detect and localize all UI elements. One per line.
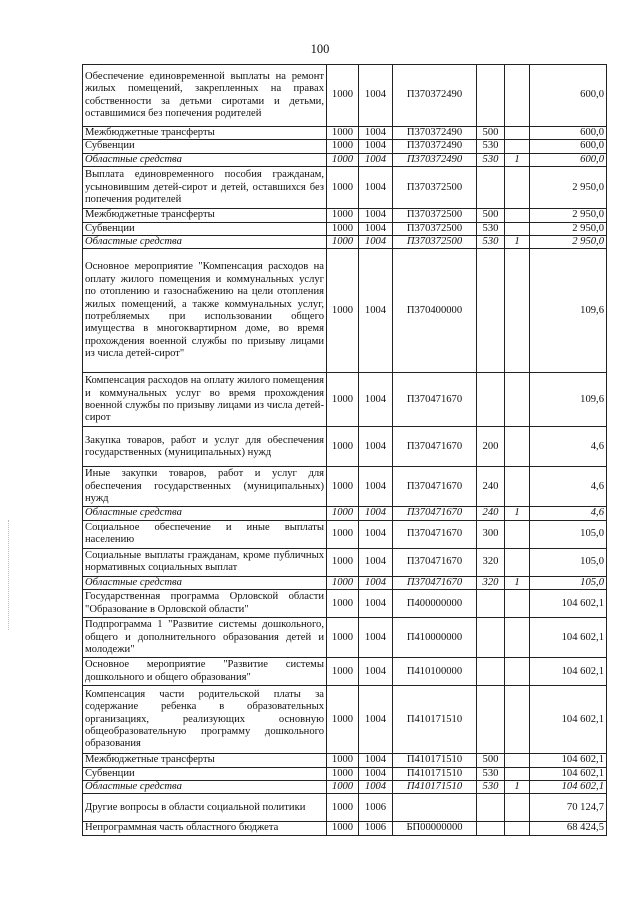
cell-expense-type (477, 618, 505, 658)
table-row (83, 209, 607, 222)
table-row (83, 658, 607, 686)
cell-expense-type: 530 (477, 222, 505, 235)
cell-name: Межбюджетные трансферты (83, 209, 327, 222)
cell-name: Социальное обеспечение и иные выплаты населению (83, 520, 327, 548)
cell-subsection: 1004 (359, 427, 393, 467)
cell-target-article: П370471670 (393, 467, 477, 507)
cell-expense-type: 500 (477, 127, 505, 140)
cell-expense-type: 500 (477, 754, 505, 767)
cell-name: Социальные выплаты гражданам, кроме публичных нормативных социальных выплат (83, 548, 327, 576)
cell-expense-type (477, 686, 505, 754)
cell-subsection: 1004 (359, 686, 393, 754)
cell-name: Компенсация расходов на оплату жилого помещения и коммунальных услуг во время прохождения военной службы по призыву лицами из числа детей-сирот (83, 373, 327, 427)
cell-name: Основное мероприятие "Развитие системы дошкольного и общего образования" (83, 658, 327, 686)
cell-target-article: П370471670 (393, 427, 477, 467)
table-row (83, 754, 607, 767)
cell-subsection: 1004 (359, 153, 393, 166)
cell-subsection: 1004 (359, 520, 393, 548)
cell-source (505, 618, 530, 658)
cell-amount: 104 602,1 (530, 686, 607, 754)
cell-expense-type: 200 (477, 427, 505, 467)
cell-source (505, 167, 530, 209)
margin-mark (8, 520, 11, 630)
cell-amount: 4,6 (530, 467, 607, 507)
table-row (83, 507, 607, 520)
table-row (83, 590, 607, 618)
cell-target-article: П410100000 (393, 658, 477, 686)
cell-section: 1000 (327, 507, 359, 520)
cell-target-article: БП00000000 (393, 822, 477, 835)
cell-target-article: П370400000 (393, 249, 477, 373)
table-row (83, 467, 607, 507)
cell-amount: 4,6 (530, 427, 607, 467)
cell-expense-type (477, 65, 505, 127)
cell-name: Областные средства (83, 236, 327, 249)
cell-source (505, 427, 530, 467)
cell-section: 1000 (327, 167, 359, 209)
cell-amount: 600,0 (530, 65, 607, 127)
table-row (83, 236, 607, 249)
table-row (83, 373, 607, 427)
cell-target-article: П400000000 (393, 590, 477, 618)
cell-expense-type (477, 658, 505, 686)
cell-amount: 600,0 (530, 127, 607, 140)
cell-section: 1000 (327, 467, 359, 507)
cell-source: 1 (505, 576, 530, 589)
cell-target-article: П370471670 (393, 576, 477, 589)
cell-section: 1000 (327, 548, 359, 576)
cell-section: 1000 (327, 686, 359, 754)
cell-name: Подпрограмма 1 "Развитие системы дошкольного, общего и дополнительного образования детей и молодежи" (83, 618, 327, 658)
cell-amount: 2 950,0 (530, 167, 607, 209)
table-row (83, 794, 607, 822)
cell-section: 1000 (327, 576, 359, 589)
cell-source: 1 (505, 153, 530, 166)
cell-source (505, 467, 530, 507)
cell-target-article (393, 794, 477, 822)
table-row (83, 822, 607, 835)
cell-expense-type: 530 (477, 767, 505, 780)
cell-name: Областные средства (83, 576, 327, 589)
table-row (83, 548, 607, 576)
cell-section: 1000 (327, 209, 359, 222)
cell-expense-type: 240 (477, 507, 505, 520)
cell-target-article: П370471670 (393, 507, 477, 520)
cell-section: 1000 (327, 127, 359, 140)
cell-source (505, 249, 530, 373)
cell-name: Областные средства (83, 507, 327, 520)
cell-subsection: 1004 (359, 618, 393, 658)
cell-subsection: 1004 (359, 548, 393, 576)
table-row (83, 65, 607, 127)
cell-expense-type: 530 (477, 140, 505, 153)
cell-section: 1000 (327, 781, 359, 794)
cell-section: 1000 (327, 236, 359, 249)
table-row (83, 167, 607, 209)
cell-source (505, 520, 530, 548)
cell-target-article: П410000000 (393, 618, 477, 658)
cell-subsection: 1006 (359, 794, 393, 822)
cell-target-article: П370372500 (393, 236, 477, 249)
cell-name: Межбюджетные трансферты (83, 127, 327, 140)
cell-target-article: П410171510 (393, 754, 477, 767)
table-row (83, 222, 607, 235)
cell-name: Основное мероприятие "Компенсация расходов на оплату жилого помещения и коммунальных услуг по отоплению и газоснабжению на цели отопления жилых помещений, а также коммунальных услуг, потребляемых при использовании общего имущества в многоквартирном доме, во время прохождения военной службы по призыву лицами из числа детей-сирот" (83, 249, 327, 373)
cell-target-article: П370372500 (393, 222, 477, 235)
cell-section: 1000 (327, 822, 359, 835)
cell-amount: 104 602,1 (530, 590, 607, 618)
cell-section: 1000 (327, 249, 359, 373)
page-number: 100 (310, 42, 330, 56)
cell-amount: 109,6 (530, 373, 607, 427)
table-row (83, 781, 607, 794)
cell-amount: 600,0 (530, 153, 607, 166)
cell-subsection: 1004 (359, 209, 393, 222)
cell-subsection: 1004 (359, 167, 393, 209)
cell-subsection: 1004 (359, 590, 393, 618)
cell-source (505, 590, 530, 618)
cell-expense-type (477, 167, 505, 209)
table-row (83, 153, 607, 166)
cell-source (505, 209, 530, 222)
cell-subsection: 1004 (359, 467, 393, 507)
cell-target-article: П370471670 (393, 548, 477, 576)
cell-source (505, 222, 530, 235)
cell-name: Государственная программа Орловской области "Образование в Орловской области" (83, 590, 327, 618)
cell-section: 1000 (327, 658, 359, 686)
cell-target-article: П370372490 (393, 127, 477, 140)
budget-table (82, 64, 607, 836)
table-row (83, 520, 607, 548)
cell-target-article: П370372490 (393, 140, 477, 153)
cell-name: Непрограммная часть областного бюджета (83, 822, 327, 835)
cell-section: 1000 (327, 590, 359, 618)
cell-name: Областные средства (83, 153, 327, 166)
cell-subsection: 1004 (359, 140, 393, 153)
cell-source (505, 686, 530, 754)
cell-expense-type: 530 (477, 153, 505, 166)
cell-name: Субвенции (83, 222, 327, 235)
cell-name: Компенсация части родительской платы за содержание ребенка в образовательных организациях, реализующих основную общеобразовательную программу дошкольного образования (83, 686, 327, 754)
cell-target-article: П370372490 (393, 153, 477, 166)
cell-target-article: П410171510 (393, 781, 477, 794)
cell-amount: 104 602,1 (530, 754, 607, 767)
table-row (83, 618, 607, 658)
cell-target-article: П370471670 (393, 373, 477, 427)
cell-expense-type: 500 (477, 209, 505, 222)
cell-amount: 2 950,0 (530, 209, 607, 222)
table-body (83, 65, 607, 836)
cell-amount: 104 602,1 (530, 618, 607, 658)
cell-name: Обеспечение единовременной выплаты на ремонт жилых помещений, закрепленных на правах собственности за детьми сиротами и детьми, оставшимися без попечения родителей (83, 65, 327, 127)
table-row (83, 127, 607, 140)
cell-source (505, 822, 530, 835)
cell-subsection: 1004 (359, 754, 393, 767)
cell-section: 1000 (327, 767, 359, 780)
cell-subsection: 1006 (359, 822, 393, 835)
cell-subsection: 1004 (359, 222, 393, 235)
cell-target-article: П370372500 (393, 209, 477, 222)
cell-source: 1 (505, 507, 530, 520)
table-row (83, 576, 607, 589)
cell-name: Закупка товаров, работ и услуг для обеспечения государственных (муниципальных) нужд (83, 427, 327, 467)
table-row (83, 767, 607, 780)
cell-section: 1000 (327, 618, 359, 658)
cell-subsection: 1004 (359, 249, 393, 373)
table-row (83, 427, 607, 467)
cell-amount: 104 602,1 (530, 658, 607, 686)
cell-section: 1000 (327, 427, 359, 467)
cell-amount: 104 602,1 (530, 781, 607, 794)
cell-subsection: 1004 (359, 767, 393, 780)
cell-expense-type: 320 (477, 576, 505, 589)
cell-section: 1000 (327, 153, 359, 166)
cell-section: 1000 (327, 520, 359, 548)
cell-section: 1000 (327, 222, 359, 235)
cell-source (505, 754, 530, 767)
cell-source (505, 658, 530, 686)
cell-target-article: П370471670 (393, 520, 477, 548)
cell-amount: 105,0 (530, 520, 607, 548)
cell-target-article: П410171510 (393, 767, 477, 780)
cell-target-article: П370372490 (393, 65, 477, 127)
cell-amount: 2 950,0 (530, 236, 607, 249)
cell-amount: 109,6 (530, 249, 607, 373)
cell-section: 1000 (327, 65, 359, 127)
cell-amount: 105,0 (530, 576, 607, 589)
cell-source (505, 65, 530, 127)
cell-amount: 4,6 (530, 507, 607, 520)
cell-subsection: 1004 (359, 65, 393, 127)
cell-subsection: 1004 (359, 236, 393, 249)
cell-name: Иные закупки товаров, работ и услуг для обеспечения государственных (муниципальных) нужд (83, 467, 327, 507)
cell-amount: 105,0 (530, 548, 607, 576)
cell-amount: 2 950,0 (530, 222, 607, 235)
cell-subsection: 1004 (359, 373, 393, 427)
cell-expense-type: 240 (477, 467, 505, 507)
cell-expense-type (477, 822, 505, 835)
cell-target-article: П370372500 (393, 167, 477, 209)
cell-section: 1000 (327, 140, 359, 153)
cell-expense-type (477, 794, 505, 822)
cell-subsection: 1004 (359, 127, 393, 140)
cell-name: Другие вопросы в области социальной политики (83, 794, 327, 822)
table-row (83, 140, 607, 153)
cell-source (505, 767, 530, 780)
cell-subsection: 1004 (359, 576, 393, 589)
table-row (83, 686, 607, 754)
cell-source (505, 140, 530, 153)
cell-expense-type: 300 (477, 520, 505, 548)
cell-amount: 600,0 (530, 140, 607, 153)
cell-expense-type (477, 249, 505, 373)
cell-expense-type: 320 (477, 548, 505, 576)
cell-source (505, 373, 530, 427)
cell-name: Выплата единовременного пособия гражданам, усыновившим детей-сирот и детей, оставшихся без попечения родителей (83, 167, 327, 209)
cell-amount: 104 602,1 (530, 767, 607, 780)
cell-subsection: 1004 (359, 781, 393, 794)
cell-subsection: 1004 (359, 658, 393, 686)
cell-source (505, 548, 530, 576)
cell-source (505, 127, 530, 140)
cell-amount: 70 124,7 (530, 794, 607, 822)
cell-section: 1000 (327, 373, 359, 427)
cell-expense-type (477, 590, 505, 618)
cell-name: Субвенции (83, 140, 327, 153)
table-row (83, 249, 607, 373)
cell-source (505, 794, 530, 822)
cell-expense-type: 530 (477, 236, 505, 249)
cell-source: 1 (505, 236, 530, 249)
cell-source: 1 (505, 781, 530, 794)
cell-name: Областные средства (83, 781, 327, 794)
cell-target-article: П410171510 (393, 686, 477, 754)
cell-name: Субвенции (83, 767, 327, 780)
cell-subsection: 1004 (359, 507, 393, 520)
cell-section: 1000 (327, 754, 359, 767)
cell-amount: 68 424,5 (530, 822, 607, 835)
cell-expense-type: 530 (477, 781, 505, 794)
cell-name: Межбюджетные трансферты (83, 754, 327, 767)
cell-expense-type (477, 373, 505, 427)
cell-section: 1000 (327, 794, 359, 822)
